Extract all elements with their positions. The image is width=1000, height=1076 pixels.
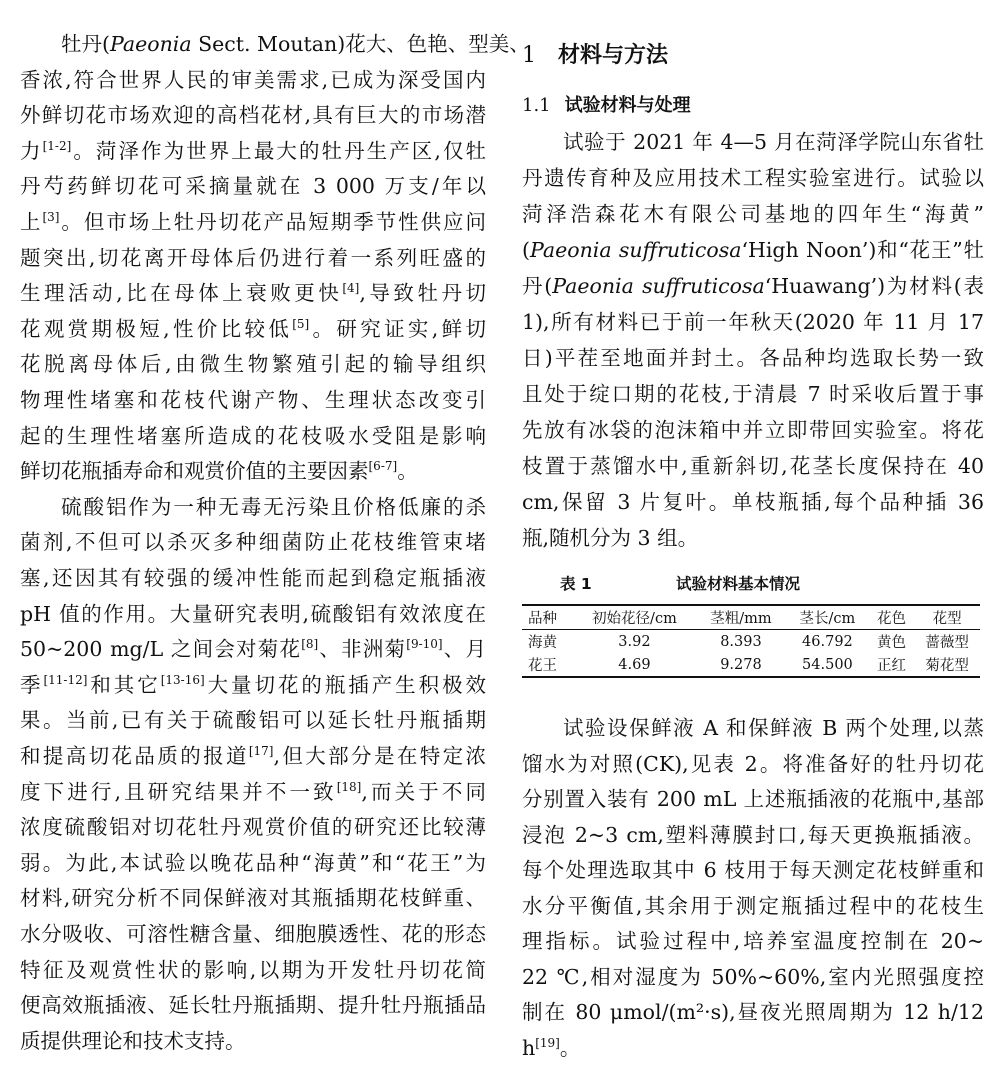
table-cell: 菊花型 (925, 658, 969, 674)
text-line (522, 448, 984, 484)
text-segment: 起的生理性堵塞所造成的花枝吸水受阻是影响 (20, 423, 486, 448)
subsection-heading (522, 88, 984, 124)
text-line (522, 340, 984, 376)
table-cell: 黄色 (877, 635, 907, 651)
text-segment: 枝置于蒸馏水中,重新斜切,花茎长度保持在 40 (522, 454, 984, 478)
text-line (522, 994, 984, 1030)
text-segment: 季 (20, 672, 44, 697)
citation: [4] (342, 281, 360, 296)
table-cell: 正红 (877, 658, 907, 674)
text-segment: 和提高切花品质的报道 (20, 744, 249, 768)
citation: [19] (535, 1035, 560, 1050)
text-segment: 题突出,切花离开母体后仍进行着一系列旺盛的 (20, 245, 486, 270)
text-line (20, 418, 486, 454)
table-header-cell: 茎长/cm (799, 611, 856, 627)
table-cell: 46.792 (802, 633, 853, 650)
table-caption-title: 试验材料基本情况 (676, 575, 801, 593)
text-segment: 果。当前,已有关于硫酸铝可以延长牡丹瓶插期 (20, 708, 486, 733)
text-line (522, 888, 984, 924)
text-segment: 理指标。试验过程中,培养室温度控制在 20~ (522, 929, 984, 953)
text-line (20, 275, 486, 311)
text-line (522, 817, 984, 853)
text-line (522, 124, 984, 160)
text-segment: ( (522, 238, 530, 262)
text-segment: 22 ℃,相对湿度为 50%~60%,室内光照强度控 (522, 964, 984, 989)
text-segment: 大量切花的瓶插产生积极效 (204, 672, 487, 697)
text-segment: 。 (397, 459, 418, 484)
text-segment: 菌剂,不但可以杀灭多种细菌防止花枝维管束堵 (20, 530, 486, 555)
text-segment: 分别置入装有 200 mL 上述瓶插液的花瓶中,基部 (522, 787, 984, 811)
text-line (20, 62, 486, 98)
text-segment: 外鲜切花市场欢迎的高档花材,具有巨大的市场潜 (20, 103, 486, 128)
text-line (20, 133, 486, 169)
text-segment: 水分吸收、可溶性糖含量、细胞膜透性、花的形态 (20, 922, 486, 946)
text-line (20, 311, 486, 347)
text-segment: 上 (20, 210, 43, 234)
text-segment: 浓度硫酸铝对切花牡丹观赏价值的研究还比较薄 (20, 815, 486, 840)
text-segment: 花观赏期极短,性价比较低 (20, 316, 293, 341)
citation: [11-12] (43, 672, 88, 687)
citation: [17] (248, 744, 274, 759)
text-segment: 且处于绽口期的花枝,于清晨 7 时采收后置于事 (522, 382, 984, 406)
species-name: Paeonia (110, 32, 192, 56)
citation: [6-7] (368, 459, 398, 474)
text-segment: Sect. Moutan)花大、色艳、型美、 (191, 32, 530, 56)
table-caption-number: 表 1 (560, 575, 592, 593)
citation: [13-16] (160, 672, 205, 687)
text-segment: 材料,研究分析不同保鲜液对其瓶插期花枝鲜重、 (20, 886, 486, 911)
text-segment: 鲜切花瓶插寿命和观赏价值的主要因素 (20, 459, 369, 484)
text-segment: 度下进行,且研究结果并不一致 (20, 779, 337, 804)
citation: [1-2] (42, 138, 72, 153)
text-segment: 、月 (442, 637, 487, 662)
text-segment: 瓶,随机分为 3 组。 (522, 526, 699, 550)
text-segment: 。菏泽作为世界上最大的牡丹生产区,仅牡 (71, 138, 487, 163)
text-segment: 。 (559, 1035, 581, 1060)
table-row (522, 630, 980, 654)
text-segment: 丹芍药鲜切花可采摘量就在 3 000 万支/年以 (20, 174, 486, 199)
text-segment: 丹遗传育种及应用技术工程实验室进行。试验以 (522, 166, 984, 190)
table-1 (522, 566, 984, 686)
text-line (20, 596, 486, 632)
table-header-cell: 花型 (932, 611, 962, 627)
text-line (20, 453, 486, 489)
text-line (522, 959, 984, 995)
text-line (522, 852, 984, 888)
table-header-cell: 初始花径/cm (592, 611, 677, 627)
text-segment: 质提供理论和技术支持。 (20, 1028, 246, 1053)
text-line (522, 232, 984, 268)
text-segment: cm,保留 3 片复叶。单枝瓶插,每个品种插 36 (522, 490, 984, 514)
text-segment: 馏水为对照(CK),见表 2。将准备好的牡丹切花 (522, 751, 984, 776)
text-line (20, 845, 486, 881)
text-segment: pH 值的作用。大量研究表明,硫酸铝有效浓度在 (20, 601, 486, 626)
text-line (522, 412, 984, 448)
text-segment: 。研究证实,鲜切 (309, 316, 486, 341)
text-line (20, 738, 486, 774)
text-line (20, 952, 486, 988)
table-cell: 蔷薇型 (925, 635, 969, 651)
text-segment: 试验于 2021 年 4—5 月在菏泽学院山东省牡 (563, 130, 984, 154)
table-cell: 9.278 (720, 656, 762, 673)
text-line (20, 774, 486, 810)
text-segment: 丹( (522, 274, 553, 298)
text-segment: 力 (20, 138, 43, 163)
species-name: Paeonia suffruticosa (530, 238, 742, 262)
table-header-cell: 品种 (528, 611, 557, 627)
text-line (522, 781, 984, 817)
text-line (522, 304, 984, 340)
text-line (522, 268, 984, 304)
text-segment: ,导致牡丹切 (359, 281, 486, 306)
text-line (522, 923, 984, 959)
text-line (522, 1030, 984, 1066)
text-segment: ‘Huawang’)为材料(表 (764, 274, 984, 298)
text-line (20, 987, 486, 1023)
text-segment: 牡丹( (61, 32, 110, 56)
text-line (20, 26, 530, 62)
text-line (20, 631, 486, 667)
table-cell: 花王 (528, 658, 557, 674)
subsection-number: 1.1 (522, 95, 551, 116)
text-segment: 和其它 (87, 672, 161, 697)
subsection-title: 试验材料与处理 (564, 95, 691, 116)
text-line (522, 160, 984, 196)
text-segment: ,而关于不同 (361, 779, 486, 804)
citation: [5] (292, 316, 310, 331)
text-line (20, 168, 486, 204)
text-segment: ‘High Noon’)和“花王”牡 (741, 238, 984, 262)
materials-table (522, 604, 980, 678)
text-segment: h (522, 1035, 536, 1060)
text-line (20, 204, 486, 240)
text-line (20, 240, 486, 276)
text-segment: 菏泽浩森花木有限公司基地的四年生“海黄” (522, 202, 984, 226)
text-line (20, 97, 486, 133)
text-segment: 弱。为此,本试验以晚花品种“海黄”和“花王”为 (20, 850, 486, 875)
table-cell: 54.500 (802, 656, 853, 673)
table-cell: 海黄 (528, 635, 557, 651)
text-line (20, 1023, 486, 1059)
text-segment: 制在 80 μmol/(m²·s),昼夜光照周期为 12 h/12 (522, 1000, 984, 1024)
text-segment: 试验设保鲜液 A 和保鲜液 B 两个处理,以蒸 (563, 716, 984, 740)
table-header-cell: 茎粗/mm (710, 611, 772, 627)
text-segment: 1),所有材料已于前一年秋天(2020 年 11 月 17 (522, 310, 984, 334)
citation: [8] (301, 637, 319, 652)
section-title: 材料与方法 (558, 43, 669, 68)
text-segment: 先放有冰袋的泡沫箱中并立即带回实验室。将花 (522, 418, 984, 442)
text-line (20, 382, 486, 418)
text-segment: 物理性堵塞和花枝代谢产物、生理状态改变引 (20, 388, 486, 412)
text-segment: 特征及观赏性状的影响,以期为开发牡丹切花简 (20, 957, 486, 982)
text-line (20, 916, 486, 952)
text-segment: 50~200 mg/L 之间会对菊花 (20, 637, 302, 662)
text-segment: 生理活动,比在母体上衰败更快 (20, 281, 343, 306)
text-segment: 。但市场上牡丹切花产品短期季节性供应问 (59, 210, 487, 234)
table-cell: 8.393 (720, 633, 762, 650)
text-line (20, 667, 486, 703)
table-row (522, 653, 980, 677)
text-line (20, 809, 486, 845)
text-line (522, 710, 984, 746)
text-line (522, 196, 984, 232)
text-segment: 浸泡 2~3 cm,塑料薄膜封口,每天更换瓶插液。 (522, 822, 984, 847)
text-line (20, 702, 486, 738)
text-line (522, 376, 984, 412)
table-header-row (522, 605, 980, 630)
table-caption (522, 566, 984, 602)
section-heading (522, 38, 984, 74)
species-name: Paeonia suffruticosa (552, 274, 765, 298)
citation: [9-10] (406, 637, 443, 652)
section-number: 1 (522, 43, 536, 68)
text-segment: 便高效瓶插液、延长牡丹瓶插期、提升牡丹瓶插品 (20, 993, 486, 1018)
table-header-cell: 花色 (877, 611, 907, 627)
text-segment: 硫酸铝作为一种无毒无污染且价格低廉的杀 (61, 494, 486, 519)
text-line (20, 524, 486, 560)
text-line (20, 489, 486, 525)
table-cell: 3.92 (618, 633, 651, 650)
text-line (522, 520, 984, 556)
text-segment: 、非洲菊 (318, 637, 407, 662)
text-segment: 水分平衡值,其余用于测定瓶插过程中的花枝生 (522, 893, 984, 918)
text-segment: 塞,还因其有较强的缓冲性能而起到稳定瓶插液 (20, 566, 486, 590)
table-cell: 4.69 (618, 656, 651, 673)
citation: [3] (42, 210, 60, 225)
text-line (20, 880, 486, 916)
text-line (20, 560, 486, 596)
text-line (20, 346, 486, 382)
text-segment: ,但大部分是在特定浓 (273, 744, 486, 768)
text-segment: 花脱离母体后,由微生物繁殖引起的输导组织 (20, 352, 486, 377)
text-segment: 日)平茬至地面并封土。各品种均选取长势一致 (522, 346, 984, 370)
text-line (522, 484, 984, 520)
text-segment: 每个处理选取其中 6 枝用于每天测定花枝鲜重和 (522, 858, 984, 882)
citation: [18] (336, 779, 362, 794)
text-line (522, 746, 984, 782)
text-segment: 香浓,符合世界人民的审美需求,已成为深受国内 (20, 67, 486, 92)
